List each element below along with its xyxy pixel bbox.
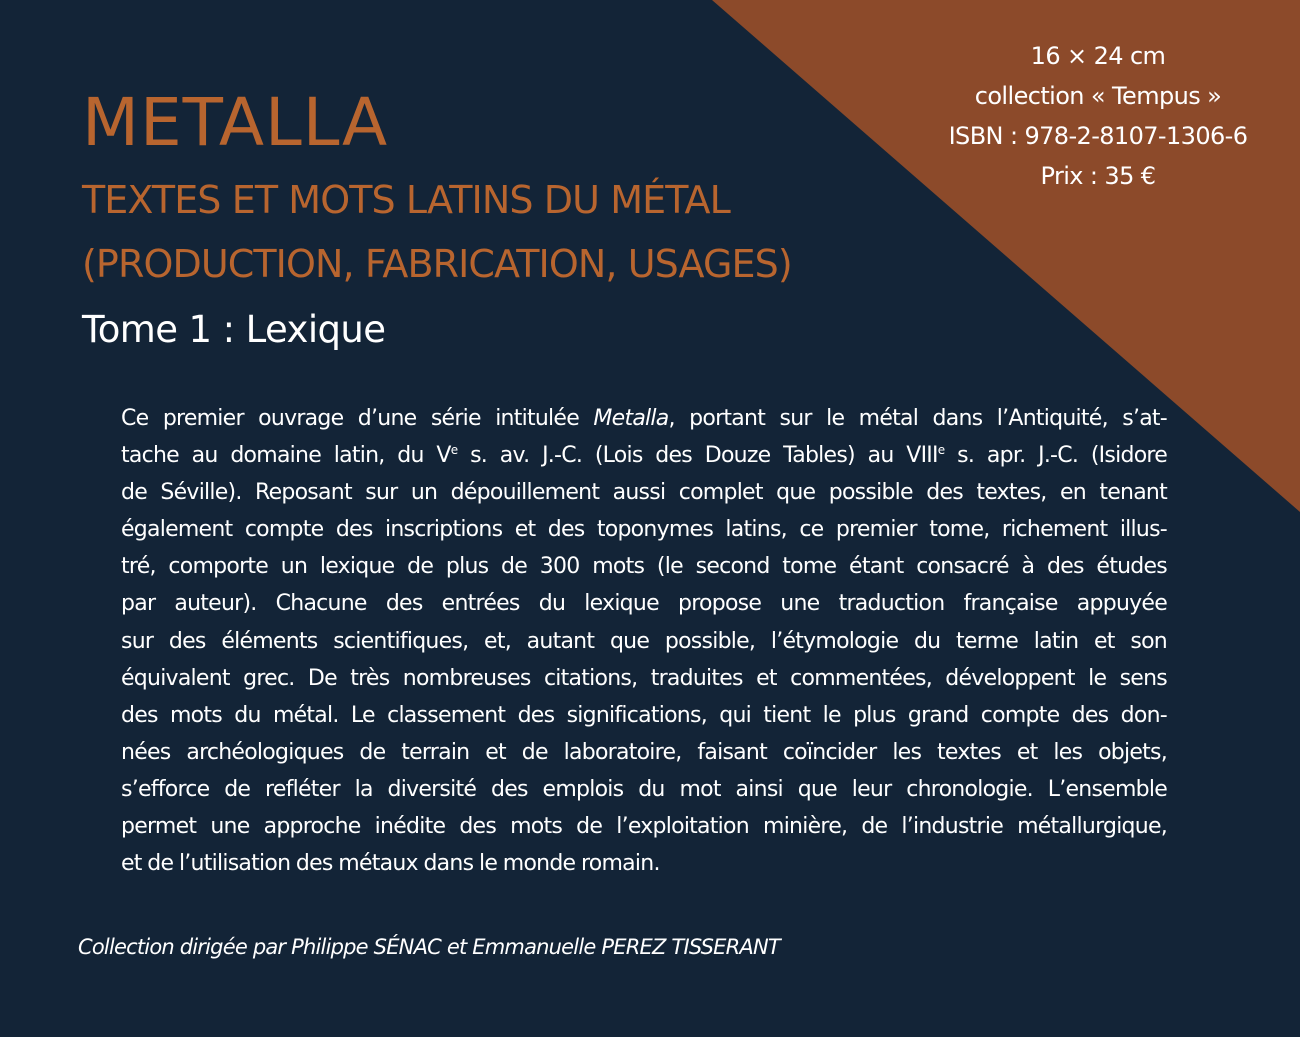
description-text: tache au domaine latin, du V [121, 443, 451, 469]
collection-editors: Collection dirigée par Philippe SÉNAC et Emmanuelle PEREZ TISSERANT [78, 935, 780, 959]
book-isbn: ISBN : 978-2-8107-1306-6 [948, 122, 1248, 150]
description-line: nées archéologiques de terrain et de laboratoire, faisant coïncider les textes et les objets, [121, 739, 1167, 765]
description-text: Ce premier ouvrage d’une série intitulée [121, 406, 594, 431]
description-line [121, 400, 1167, 437]
description-line: de Séville). Reposant sur un dépouillement aussi complet que possible des textes, en tenant [121, 480, 1167, 506]
description-line: tré, comporte un lexique de plus de 300 mots (le second tome étant consacré à des études [121, 554, 1167, 580]
book-title: METALLA [82, 84, 389, 161]
description-line: s’efforce de refléter la diversité des emplois du mot ainsi que leur chronologie. L’ensemble [121, 776, 1167, 802]
description-line: par auteur). Chacune des entrées du lexique propose une traduction française appuyée [121, 591, 1167, 617]
ordinal-superscript: e [937, 443, 945, 458]
book-subtitle [82, 168, 962, 296]
description-line: des mots du métal. Le classement des significations, qui tient le plus grand compte des don- [121, 702, 1167, 728]
description-line: également compte des inscriptions et des toponymes latins, ce premier tome, richement illus- [121, 517, 1167, 543]
description-line: et de l’utilisation des métaux dans le monde romain. [121, 851, 660, 877]
description-line [121, 437, 1167, 474]
book-price: Prix : 35 € [1040, 162, 1156, 190]
description-text: , portant sur le métal dans l’Antiquité, s’at- [668, 406, 1167, 431]
book-specs [918, 36, 1278, 196]
series-title-italic: Metalla [593, 406, 669, 431]
description-line: équivalent grec. De très nombreuses citations, traduites et commentées, développent le sens [121, 665, 1167, 691]
description-line: permet une approche inédite des mots de l’exploitation minière, de l’industrie métallurgique, [121, 814, 1167, 840]
description-text: s. apr. J.-C. (Isidore [944, 443, 1168, 469]
description-line: sur des éléments scientifiques, et, autant que possible, l’étymologie du terme latin et son [121, 628, 1167, 654]
book-collection: collection « Tempus » [974, 82, 1222, 110]
description-text: s. av. J.-C. (Lois des Douze Tables) au VIII [457, 443, 938, 469]
subtitle-line-2: (PRODUCTION, FABRICATION, USAGES) [82, 242, 792, 286]
ordinal-superscript: e [450, 443, 458, 458]
subtitle-line-1: TEXTES ET MOTS LATINS DU MÉTAL [82, 178, 730, 222]
book-description [121, 400, 1167, 882]
volume-label: Tome 1 : Lexique [82, 308, 386, 351]
book-format: 16 × 24 cm [1030, 42, 1166, 70]
